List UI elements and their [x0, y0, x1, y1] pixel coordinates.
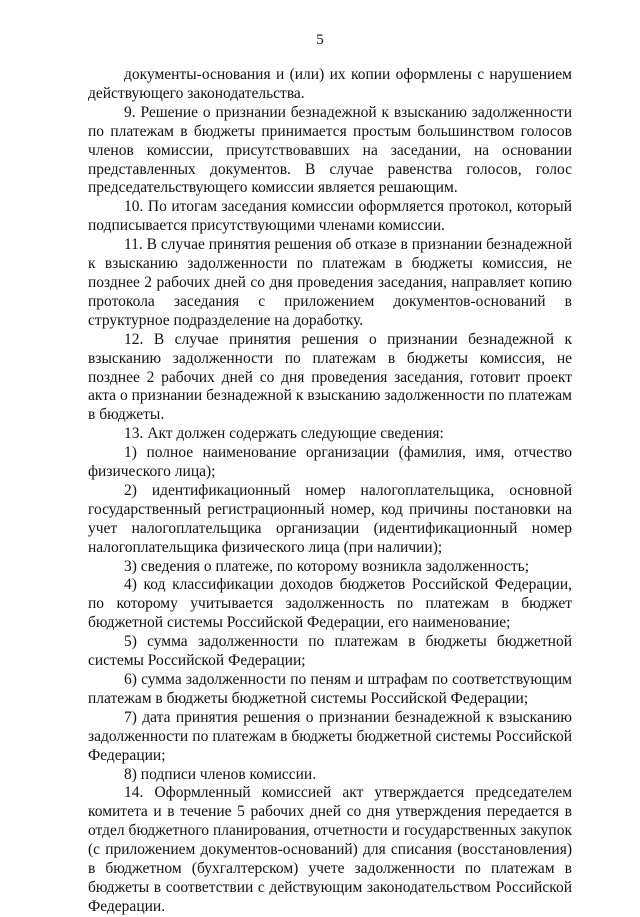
paragraph-13: 13. Акт должен содержать следующие сведения:	[124, 425, 444, 443]
list-item-2: 2) идентификационный номер налогоплательщика, основной государственный регистрационный номер, код причины постановки на учет налогоплательщика организации (идентификационный номер налогоплательщика физического лица (при наличии);	[88, 481, 572, 556]
list-item-8: 8) подписи членов комиссии.	[124, 765, 317, 783]
list-item-7: 7) дата принятия решения о признании безнадежной к взысканию задолженности по платежам в бюджеты бюджетной системы Российской Федерации;	[88, 708, 572, 764]
paragraph-9: 9. Решение о признании безнадежной к взысканию задолженности по платежам в бюджеты принимается простым большинством голосов членов комиссии, присутствовавших на заседании, на основании представленных документов. В случае равенства голосов, голос председательствующего комиссии является решающим.	[88, 103, 572, 197]
paragraph-11: 11. В случае принятия решения об отказе в признании безнадежной к взысканию задолженности по платежам в бюджеты комиссия, не позднее 2 рабочих дней со дня проведения заседания, направляет копию протокола заседания с приложением документов-оснований в структурное подразделение на доработку.	[88, 236, 572, 329]
paragraph-10: 10. По итогам заседания комиссии оформляется протокол, который подписывается присутствующими членами комиссии.	[88, 198, 572, 235]
document-body	[88, 66, 572, 917]
list-item-6: 6) сумма задолженности по пеням и штрафам по соответствующим платежам в бюджеты бюджетной системы Российской Федерации;	[88, 671, 572, 707]
list-item-3: 3) сведения о платеже, по которому возникла задолженность;	[124, 557, 530, 575]
list-item-5: 5) сумма задолженности по платежам в бюджеты бюджетной системы Российской Федерации;	[88, 633, 572, 670]
paragraph-12: 12. В случае принятия решения о признании безнадежной к взысканию задолженности по платежам в бюджеты комиссия, не позднее 2 рабочих дней со дня проведения заседания, готовит проект акта о признании безнадежной к взысканию задолженности по платежам в бюджеты.	[88, 330, 572, 424]
list-item-1: 1) полное наименование организации (фамилия, имя, отчество физического лица);	[88, 444, 572, 481]
paragraph-14: 14. Оформленный комиссией акт утверждается председателем комитета и в течение 5 рабочих дней со дня утверждения передается в отдел бюджетного планирования, отчетности и государственных закупок (с приложением документов-оснований) для списания (восстановления) в бюджетном (бухгалтерском) учете задолженности по платежам в бюджеты в соответствии с действующим законодательством Российской Федерации.	[88, 784, 572, 915]
list-item-4: 4) код классификации доходов бюджетов Российской Федерации, по которому учитывается задолженность по платежам в бюджет бюджетной системы Российской Федерации, его наименование;	[88, 576, 572, 632]
paragraph-continuation: документы-основания и (или) их копии оформлены с нарушением действующего законодательства.	[88, 66, 572, 102]
page-number: 5	[316, 32, 324, 48]
